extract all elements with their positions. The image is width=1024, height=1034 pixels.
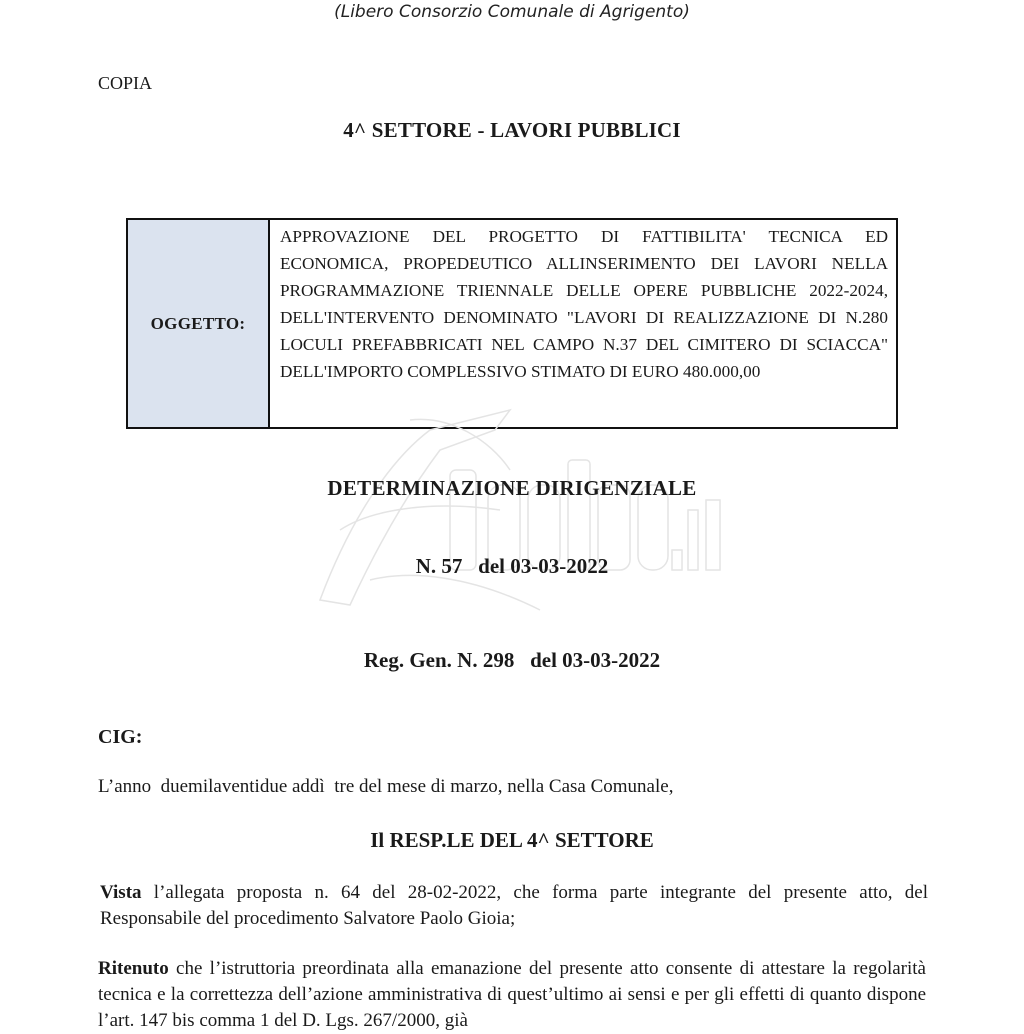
subject-text: APPROVAZIONE DEL PROGETTO DI FATTIBILITA' TECNICA ED ECONOMICA, PROPEDEUTICO ALLINSERIMENTO DEI LAVORI NELLA PROGRAMMAZIONE TRIENNALE DELLE OPERE PUBBLICHE 2022-2024, DELL'INTERVENTO DENOMINATO "LAVORI DI REALIZZAZIONE DI N.280 LOCULI PREFABBRICATI NEL CAMPO N.37 DEL CIMITERO DI SCIACCA" DELL'IMPORTO COMPLESSIVO STIMATO DI EURO 480.000,00 bbox=[280, 227, 888, 381]
responsible-title: Il RESP.LE DEL 4^ SETTORE bbox=[370, 828, 654, 852]
determination-title: DETERMINAZIONE DIRIGENZIALE bbox=[327, 476, 697, 500]
subject-text-cell bbox=[270, 220, 896, 427]
paragraph-vista-text: l’allegata proposta n. 64 del 28-02-2022, che forma parte integrante del presente atto, del Responsabile del procedimento Salvatore Paolo Gioia; bbox=[100, 882, 928, 929]
province-subtitle: (Libero Consorzio Comunale di Agrigento) bbox=[334, 2, 690, 22]
watermark-logo-icon bbox=[310, 400, 730, 620]
paragraph-ritenuto bbox=[98, 956, 926, 1034]
paragraph-ritenuto-keyword: Ritenuto bbox=[98, 958, 169, 979]
paragraph-vista bbox=[100, 880, 928, 932]
determination-number: N. 57 del 03-03-2022 bbox=[415, 554, 609, 578]
subject-table bbox=[126, 218, 898, 429]
general-register-number: Reg. Gen. N. 298 del 03-03-2022 bbox=[363, 648, 661, 672]
cig-label: CIG: bbox=[98, 726, 143, 748]
subject-label-cell bbox=[128, 220, 270, 427]
paragraph-ritenuto-text: che l’istruttoria preordinata alla emanazione del presente atto consente di attestare la regolarità tecnica e la correttezza dell’azione amministrativa di quest’ultimo ai sensi e per gli effetti di quanto dispone l’art. 147 bis comma 1 del D. Lgs. 267/2000, già bbox=[98, 958, 926, 1031]
department-title: 4^ SETTORE - LAVORI PUBBLICI bbox=[343, 118, 681, 142]
paragraph-vista-keyword: Vista bbox=[100, 882, 142, 903]
subject-label: OGGETTO: bbox=[150, 313, 246, 333]
copy-label: COPIA bbox=[98, 73, 153, 93]
intro-line: L’anno duemilaventidue addì tre del mese di marzo, nella Casa Comunale, bbox=[98, 776, 674, 797]
